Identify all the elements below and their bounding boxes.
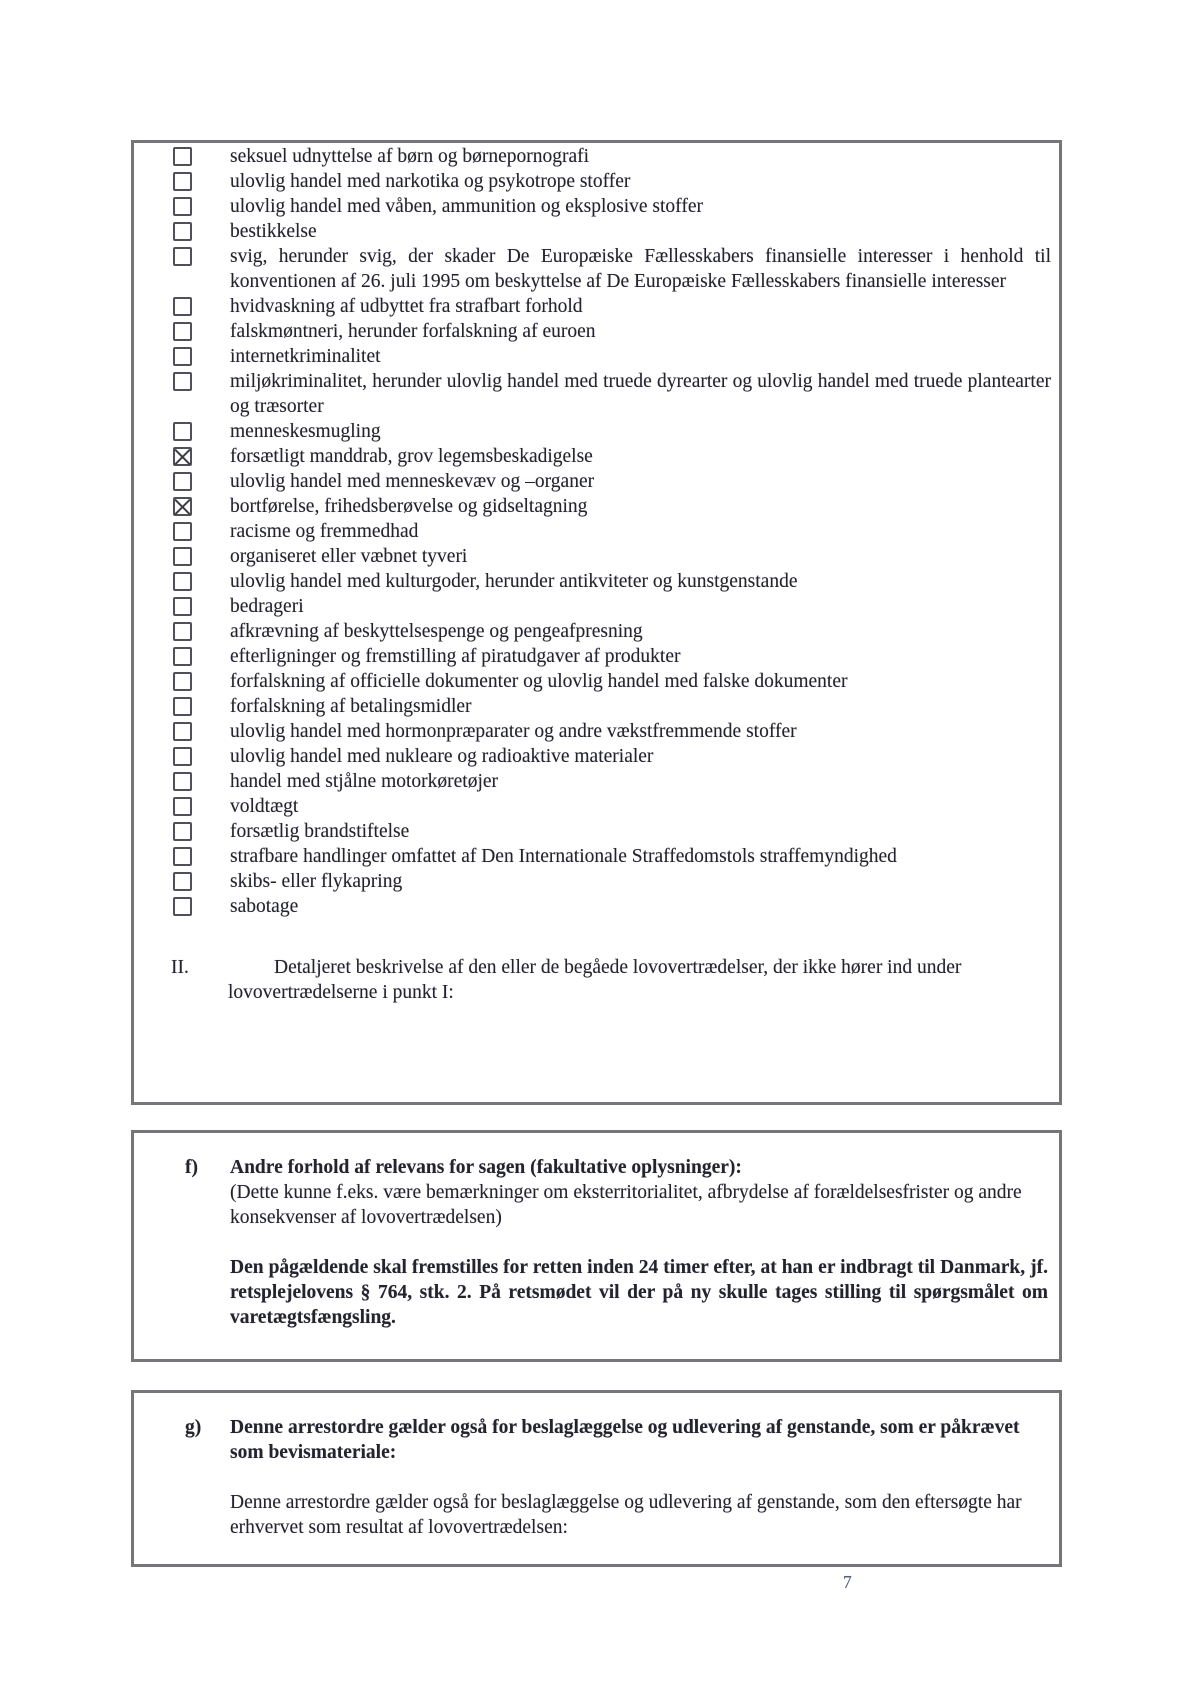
offense-checkbox[interactable]	[173, 472, 192, 491]
section-ii-numeral: II.	[171, 957, 189, 978]
offense-label: forfalskning af officielle dokumenter og ulovlig handel med falske dokumenter	[230, 671, 848, 692]
offense-row	[173, 519, 1059, 544]
offense-row	[173, 694, 1059, 719]
section-f-note: (Dette kunne f.eks. være bemærkninger om eksterritorialitet, afbrydelse af forældelsesfrister og andre konsekvenser af lovovertrædelsen)	[230, 1182, 1022, 1228]
offense-row	[173, 194, 1059, 219]
offense-checkbox[interactable]	[173, 797, 192, 816]
offense-row	[173, 619, 1059, 644]
offense-row	[173, 294, 1059, 319]
offense-row	[173, 569, 1059, 594]
offense-checkbox[interactable]	[173, 622, 192, 641]
offense-checkbox[interactable]	[173, 322, 192, 341]
offense-row	[173, 344, 1059, 369]
offense-label: skibs- eller flykapring	[230, 871, 403, 892]
offense-checkbox[interactable]	[173, 147, 192, 166]
offense-row	[173, 319, 1059, 344]
offense-checkbox[interactable]	[173, 872, 192, 891]
offense-label: menneskesmugling	[230, 421, 381, 442]
offense-label: hvidvaskning af udbyttet fra strafbart forhold	[230, 296, 583, 317]
offense-label: efterligninger og fremstilling af piratudgaver af produkter	[230, 646, 681, 667]
offense-checkbox[interactable]	[173, 422, 192, 441]
offense-row	[173, 144, 1059, 169]
offense-label: organiseret eller væbnet tyveri	[230, 546, 468, 567]
offense-checkbox[interactable]	[173, 647, 192, 666]
section-g-box	[131, 1390, 1062, 1567]
offense-label: ulovlig handel med narkotika og psykotrope stoffer	[230, 171, 631, 192]
offense-row	[173, 794, 1059, 819]
offense-checkbox[interactable]	[173, 197, 192, 216]
offense-label: handel med stjålne motorkøretøjer	[230, 771, 499, 792]
offense-label: strafbare handlinger omfattet af Den Internationale Straffedomstols straffemyndighed	[230, 846, 897, 867]
offense-checkbox[interactable]	[173, 222, 192, 241]
offense-checkbox[interactable]	[173, 522, 192, 541]
offense-checkbox[interactable]	[173, 722, 192, 741]
offense-label: bortførelse, frihedsberøvelse og gidseltagning	[230, 496, 588, 517]
offense-row	[173, 219, 1059, 244]
offense-checkbox[interactable]	[173, 822, 192, 841]
section-g-content	[230, 1415, 1048, 1540]
offense-label: sabotage	[230, 896, 299, 917]
section-f-statement: Den pågældende skal fremstilles for retten inden 24 timer efter, at han er indbragt til Danmark, jf. retsplejelovens § 764, stk. 2. På retsmødet vil der på ny skulle tages stilling til spørgsmålet om varetægtsfængsling.	[230, 1257, 1048, 1328]
offense-label: afkrævning af beskyttelsespenge og pengeafpresning	[230, 621, 643, 642]
offense-checkbox[interactable]	[173, 747, 192, 766]
offense-row	[173, 769, 1059, 794]
offense-label: racisme og fremmedhad	[230, 521, 419, 542]
offense-checkbox[interactable]	[173, 347, 192, 366]
section-ii-text: Detaljeret beskrivelse af den eller de begåede lovovertrædelser, der ikke hører ind under lovovertrædelserne i punkt I:	[228, 957, 962, 1003]
offense-checkbox[interactable]	[173, 597, 192, 616]
offense-checkbox[interactable]	[173, 547, 192, 566]
offense-label: ulovlig handel med nukleare og radioaktive materialer	[230, 746, 654, 767]
section-f-box	[131, 1130, 1062, 1362]
offense-row	[173, 544, 1059, 569]
offense-label: ulovlig handel med våben, ammunition og eksplosive stoffer	[230, 196, 703, 217]
offense-categories-box	[131, 140, 1062, 1105]
offense-checkbox[interactable]	[173, 447, 192, 466]
offense-row	[173, 594, 1059, 619]
section-f-letter: f)	[185, 1157, 198, 1178]
offense-checkbox[interactable]	[173, 897, 192, 916]
offense-checkbox[interactable]	[173, 772, 192, 791]
offense-checkbox[interactable]	[173, 697, 192, 716]
offense-label: internetkriminalitet	[230, 346, 381, 367]
offense-row	[173, 244, 1059, 294]
offense-checkbox[interactable]	[173, 572, 192, 591]
offense-row	[173, 669, 1059, 694]
offense-label: forsætligt manddrab, grov legemsbeskadigelse	[230, 446, 593, 467]
offense-row	[173, 719, 1059, 744]
page-number: 7	[843, 1572, 852, 1592]
offense-label: bedrageri	[230, 596, 304, 617]
offense-label: voldtægt	[230, 796, 299, 817]
offense-label: forsætlig brandstiftelse	[230, 821, 410, 842]
offense-label: ulovlig handel med hormonpræparater og andre vækstfremmende stoffer	[230, 721, 797, 742]
offense-label: falskmøntneri, herunder forfalskning af euroen	[230, 321, 596, 342]
section-f-content	[230, 1155, 1048, 1330]
offense-checkbox[interactable]	[173, 497, 192, 516]
offense-row	[173, 844, 1059, 869]
offense-checklist	[173, 144, 1059, 919]
offense-checkbox[interactable]	[173, 172, 192, 191]
offense-checkbox[interactable]	[173, 297, 192, 316]
offense-row	[173, 869, 1059, 894]
offense-label: ulovlig handel med kulturgoder, herunder antikviteter og kunstgenstande	[230, 571, 798, 592]
offense-checkbox[interactable]	[173, 247, 192, 266]
offense-checkbox[interactable]	[173, 372, 192, 391]
offense-row	[173, 894, 1059, 919]
offense-checkbox[interactable]	[173, 847, 192, 866]
offense-label: ulovlig handel med menneskevæv og –organer	[230, 471, 595, 492]
offense-row	[173, 369, 1059, 419]
offense-label: svig, herunder svig, der skader De Europæiske Fællesskabers finansielle interesser i henhold til konventionen af 26. juli 1995 om beskyttelse af De Europæiske Fællesskabers finansielle interesser	[230, 246, 1051, 292]
offense-row	[173, 819, 1059, 844]
offense-label: miljøkriminalitet, herunder ulovlig handel med truede dyrearter og ulovlig handel med truede plantearter og træsorter	[230, 371, 1051, 417]
offense-label: seksuel udnyttelse af børn og børnepornografi	[230, 146, 590, 167]
offense-row	[173, 444, 1059, 469]
offense-row	[173, 469, 1059, 494]
offense-label: forfalskning af betalingsmidler	[230, 696, 472, 717]
offense-row	[173, 419, 1059, 444]
offense-row	[173, 494, 1059, 519]
section-f-heading: Andre forhold af relevans for sagen (fakultative oplysninger):	[230, 1157, 742, 1178]
offense-row	[173, 644, 1059, 669]
offense-label: bestikkelse	[230, 221, 317, 242]
offense-row	[173, 169, 1059, 194]
offense-row	[173, 744, 1059, 769]
offense-checkbox[interactable]	[173, 672, 192, 691]
section-ii	[171, 955, 1028, 1005]
section-g-letter: g)	[185, 1417, 202, 1438]
section-g-heading: Denne arrestordre gælder også for beslaglæggelse og udlevering af genstande, som er påkrævet som bevismateriale:	[230, 1417, 1020, 1463]
section-g-body: Denne arrestordre gælder også for beslaglæggelse og udlevering af genstande, som den eftersøgte har erhvervet som resultat af lovovertrædelsen:	[230, 1492, 1022, 1538]
